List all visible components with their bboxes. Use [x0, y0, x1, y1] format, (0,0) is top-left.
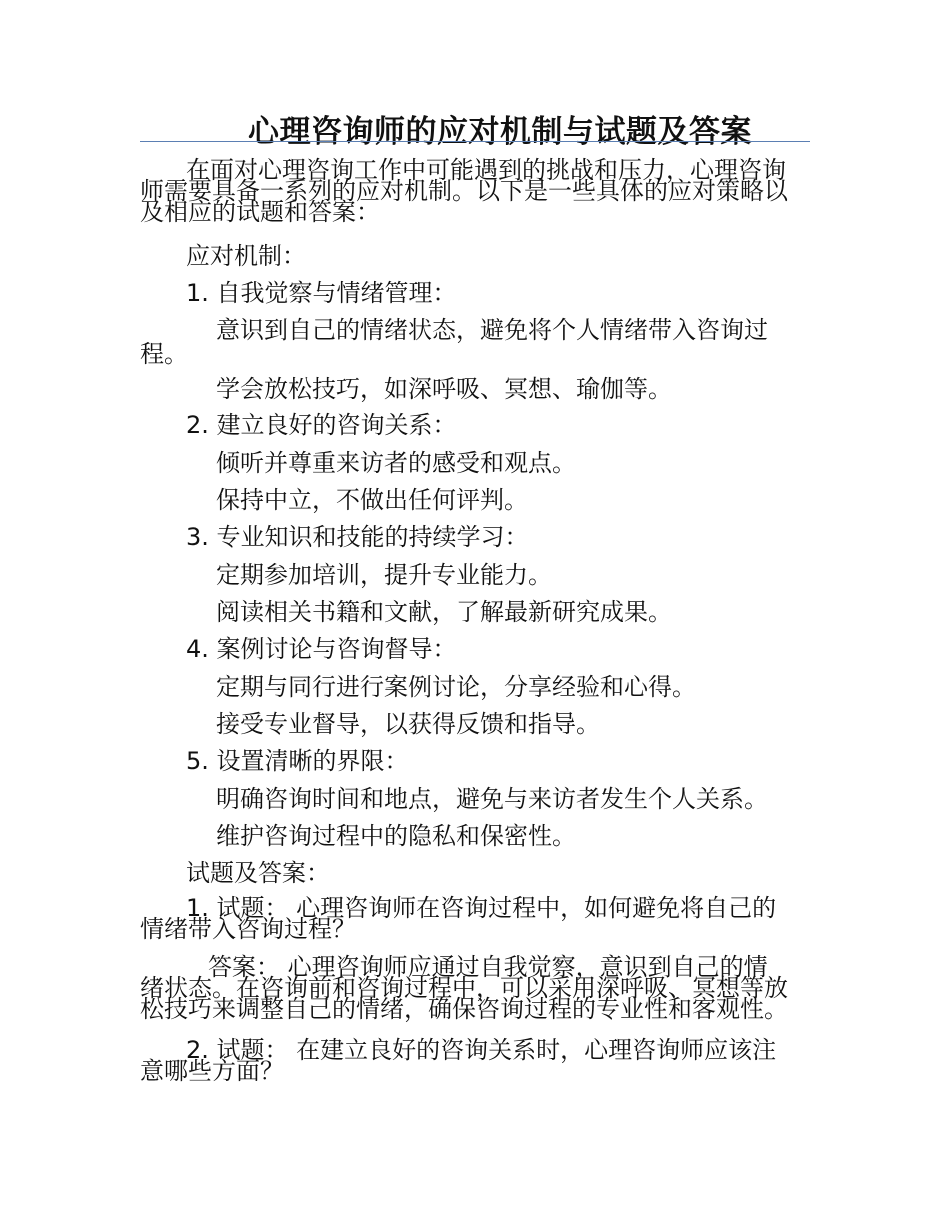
mechanism-3-item-2: 阅读相关书籍和文献，了解最新研究成果。: [216, 598, 672, 626]
title-underline: [140, 141, 810, 142]
mechanism-1-item-2: 学会放松技巧，如深呼吸、冥想、瑜伽等。: [216, 375, 672, 403]
mechanism-1-heading: 1. 自我觉察与情绪管理：: [186, 279, 457, 307]
mechanism-5-item-2: 维护咨询过程中的隐私和保密性。: [216, 822, 576, 850]
question-1: [140, 894, 810, 943]
mechanism-3-item-1: 定期参加培训，提升专业能力。: [216, 561, 552, 589]
text-line: 松技巧来调整自己的情绪，确保咨询过程的专业性和客观性。: [140, 995, 788, 1023]
intro-paragraph: [140, 156, 810, 226]
page-title: 心理咨询师的应对机制与试题及答案: [248, 114, 752, 150]
answer-1: [140, 953, 810, 1023]
mechanism-4-item-1: 定期与同行进行案例讨论，分享经验和心得。: [216, 673, 696, 701]
intro-line: 及相应的试题和答案：: [140, 198, 380, 226]
intro-line: 在面对心理咨询工作中可能遇到的挑战和压力，心理咨询: [186, 156, 786, 184]
mechanism-2-heading: 2. 建立良好的咨询关系：: [186, 411, 457, 439]
qa-heading: 试题及答案：: [186, 859, 330, 887]
question-2: [140, 1036, 810, 1085]
text-line: 绪状态。在咨询前和咨询过程中，可以采用深呼吸、冥想等放: [140, 974, 788, 1002]
intro-line: 师需要具备一系列的应对机制。以下是一些具体的应对策略以: [140, 177, 788, 205]
mechanism-2-item-2: 保持中立，不做出任何评判。: [216, 486, 528, 514]
mechanism-2-item-1: 倾听并尊重来访者的感受和观点。: [216, 449, 576, 477]
mechanism-4-heading: 4. 案例讨论与咨询督导：: [186, 635, 457, 663]
mechanism-3-heading: 3. 专业知识和技能的持续学习：: [186, 523, 529, 551]
mechanisms-heading: 应对机制：: [186, 242, 306, 270]
text-line: 1. 试题： 心理咨询师在咨询过程中，如何避免将自己的: [186, 894, 777, 922]
text-line: 2. 试题： 在建立良好的咨询关系时，心理咨询师应该注: [186, 1036, 777, 1064]
text-line: 程。: [140, 340, 188, 368]
text-line: 答案： 心理咨询师应通过自我觉察，意识到自己的情: [208, 953, 768, 981]
text-line: 意识到自己的情绪状态，避免将个人情绪带入咨询过: [216, 316, 768, 344]
mechanism-1-item-1: [140, 318, 810, 366]
mechanism-4-item-2: 接受专业督导，以获得反馈和指导。: [216, 710, 600, 738]
text-line: 情绪带入咨询过程？: [140, 915, 356, 943]
mechanism-5-heading: 5. 设置清晰的界限：: [186, 747, 409, 775]
mechanism-5-item-1: 明确咨询时间和地点，避免与来访者发生个人关系。: [216, 785, 768, 813]
text-line: 意哪些方面？: [140, 1057, 284, 1085]
